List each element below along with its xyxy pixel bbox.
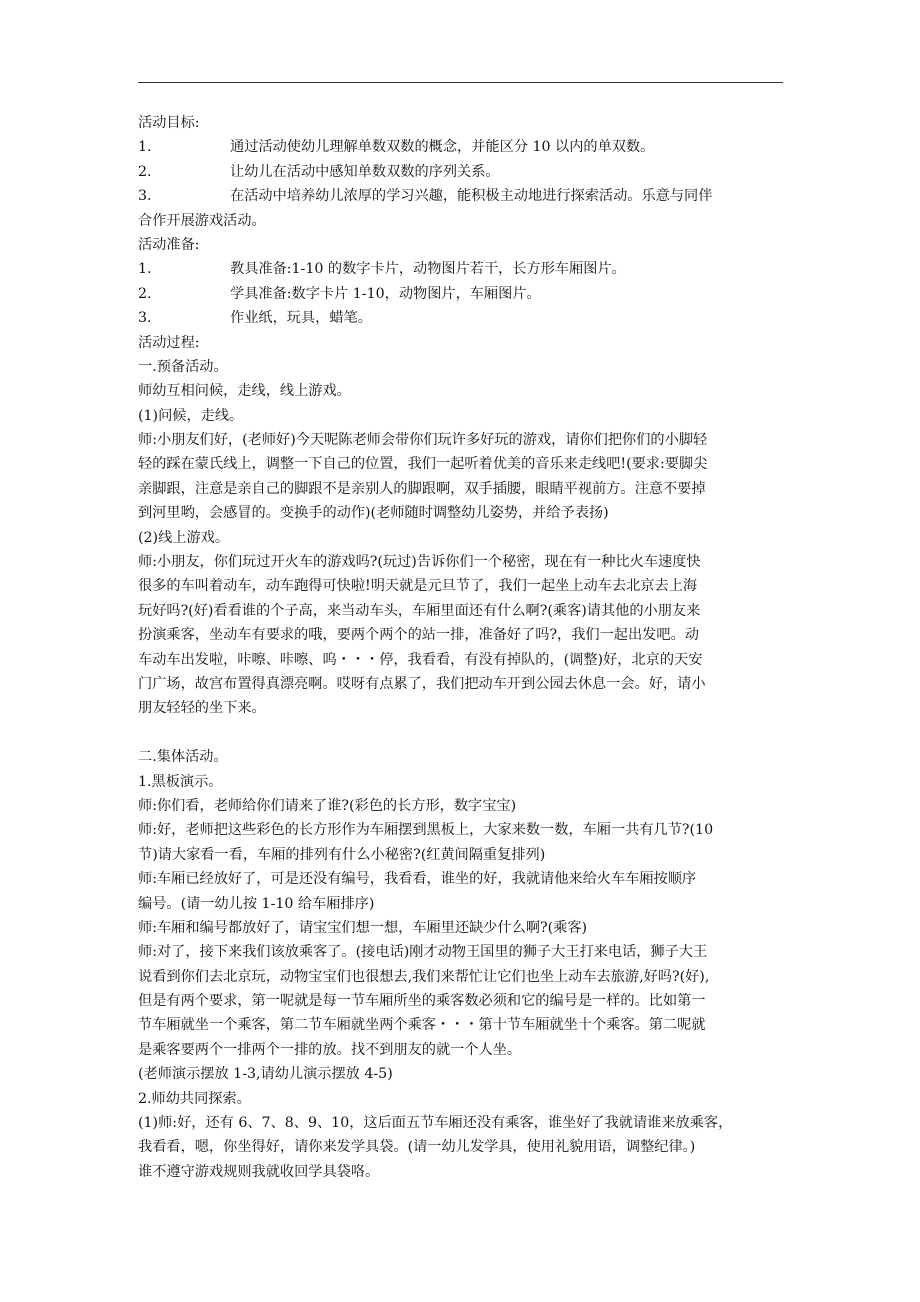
paragraph-line: 说看到你们去北京玩，动物宝宝们也很想去,我们来帮忙让它们也坐上动车去旅游,好吗?(好),: [138, 968, 710, 985]
paragraph-line: 编号。(请一幼儿按 1-10 给车厢排序): [138, 895, 375, 912]
blank-line: [138, 721, 788, 745]
document-body: [138, 111, 788, 1184]
prep-item: [138, 306, 788, 330]
paragraph-line: (2)线上游戏。: [138, 529, 230, 546]
paragraph-line: 但是有两个要求，第一呢就是每一节车厢所坐的乘客数必须和它的编号是一样的。比如第一: [138, 993, 706, 1010]
paragraph-line: 师:小朋友，你们玩过开火车的游戏吗?(玩过)告诉你们一个秘密，现在有一种比火车速度快: [138, 554, 701, 571]
part2-title: 二.集体活动。: [138, 749, 228, 766]
objective-item: [138, 184, 788, 208]
paragraph-line: 玩好吗?(好)看看谁的个子高，来当动车头，车厢里面还有什么啊?(乘客)请其他的小朋友来: [138, 602, 701, 619]
process-heading: 活动过程:: [138, 334, 200, 351]
paragraph-line: 师:小朋友们好，(老师好)今天呢陈老师会带你们玩许多好玩的游戏，请你们把你们的小脚轻: [138, 432, 708, 449]
header-rule: [138, 82, 783, 83]
item-number: 1.: [138, 261, 152, 278]
paragraph-line: (老师演示摆放 1-3,请幼儿演示摆放 4-5): [138, 1066, 393, 1083]
paragraph-line: 节车厢就坐一个乘客，第二节车厢就坐两个乘客・・・第十节车厢就坐十个乘客。第二呢就: [138, 1017, 706, 1034]
objective-item: [138, 160, 788, 184]
item-text: 学具准备:数字卡片 1-10，动物图片，车厢图片。: [230, 285, 541, 302]
prep-item: [138, 282, 788, 306]
paragraph-line: 师:你们看，老师给你们请来了谁?(彩色的长方形，数字宝宝): [138, 797, 517, 814]
paragraph-line: 2.师幼共同探索。: [138, 1090, 251, 1107]
paragraph-line: 1.黑板演示。: [138, 773, 223, 790]
prep-heading: 活动准备:: [138, 236, 200, 253]
paragraph-line: 亲脚跟，注意是亲自己的脚跟不是亲别人的脚跟啊，双手插腰，眼睛平视前方。注意不要掉: [138, 480, 706, 497]
paragraph-line: 轻的踩在蒙氏线上，调整一下自己的位置，我们一起听着优美的音乐来走线吧!(要求:要脚尖: [138, 456, 708, 473]
item-number: 3.: [138, 188, 152, 205]
paragraph-line: 师:车厢已经放好了，可是还没有编号，我看看，谁坐的好，我就请他来给火车车厢按顺序: [138, 871, 697, 888]
item-text: 教具准备:1-10 的数字卡片，动物图片若干，长方形车厢图片。: [230, 261, 626, 278]
paragraph-line: 车动车出发啦，咔嚓、咔嚓、呜・・・停，我看看，有没有掉队的，(调整)好，北京的天安: [138, 651, 703, 668]
item-text: 让幼儿在活动中感知单数双数的序列关系。: [230, 163, 500, 180]
objective-item: [138, 135, 788, 159]
paragraph-line: (1)师:好，还有 6、7、8、9、10，这后面五节车厢还没有乘客，谁坐好了我就请谁来放乘客，: [138, 1115, 733, 1132]
item-number: 1.: [138, 139, 152, 156]
paragraph-line: 很多的车叫着动车，动车跑得可快啦!明天就是元旦节了，我们一起坐上动车去北京去上海: [138, 578, 698, 595]
item-number: 2.: [138, 285, 152, 302]
prep-item: [138, 257, 788, 281]
paragraph-line: 门广场，故宫布置得真漂亮啊。哎呀有点累了，我们把动车开到公园去休息一会。好，请小: [138, 675, 706, 692]
part1-title: 一.预备活动。: [138, 358, 228, 375]
paragraph-line: 朋友轻轻的坐下来。: [138, 700, 266, 717]
paragraph-line: 我看看，嗯，你坐得好，请你来发学具袋。(请一幼儿发学具，使用礼貌用语，调整纪律。): [138, 1139, 696, 1156]
item-number: 2.: [138, 163, 152, 180]
paragraph-line: 是乘客要两个一排两个一排的放。找不到朋友的就一个人坐。: [138, 1041, 522, 1058]
item-text: 通过活动使幼儿理解单数双数的概念，并能区分 10 以内的单双数。: [230, 139, 655, 156]
item-number: 3.: [138, 310, 152, 327]
objective-item-continued: 合作开展游戏活动。: [138, 212, 266, 229]
objectives-heading: 活动目标:: [138, 115, 200, 131]
paragraph-line: 扮演乘客，坐动车有要求的哦，要两个两个的站一排，准备好了吗?，我们一起出发吧。动: [138, 627, 699, 644]
paragraph-line: 师幼互相问候，走线，线上游戏。: [138, 383, 351, 400]
paragraph-line: 师:好，老师把这些彩色的长方形作为车厢摆到黑板上，大家来数一数，车厢一共有几节?(10: [138, 822, 714, 839]
paragraph-line: 谁不遵守游戏规则我就收回学具袋咯。: [138, 1163, 380, 1180]
item-text: 在活动中培养幼儿浓厚的学习兴趣，能积极主动地进行探索活动。乐意与同伴: [230, 188, 713, 205]
paragraph-line: (1)问候，走线。: [138, 407, 244, 424]
paragraph-line: 节)请大家看一看，车厢的排列有什么小秘密?(红黄间隔重复排列): [138, 846, 546, 863]
paragraph-line: 师:车厢和编号都放好了，请宝宝们想一想，车厢里还缺少什么啊?(乘客): [138, 919, 588, 936]
paragraph-line: 到河里哟，会感冒的。变换手的动作)(老师随时调整幼儿姿势，并给予表扬): [138, 505, 609, 522]
paragraph-line: 师:对了，接下来我们该放乘客了。(接电话)刚才动物王国里的狮子大王打来电话，狮子大王: [138, 944, 708, 961]
item-text: 作业纸，玩具，蜡笔。: [230, 310, 372, 327]
